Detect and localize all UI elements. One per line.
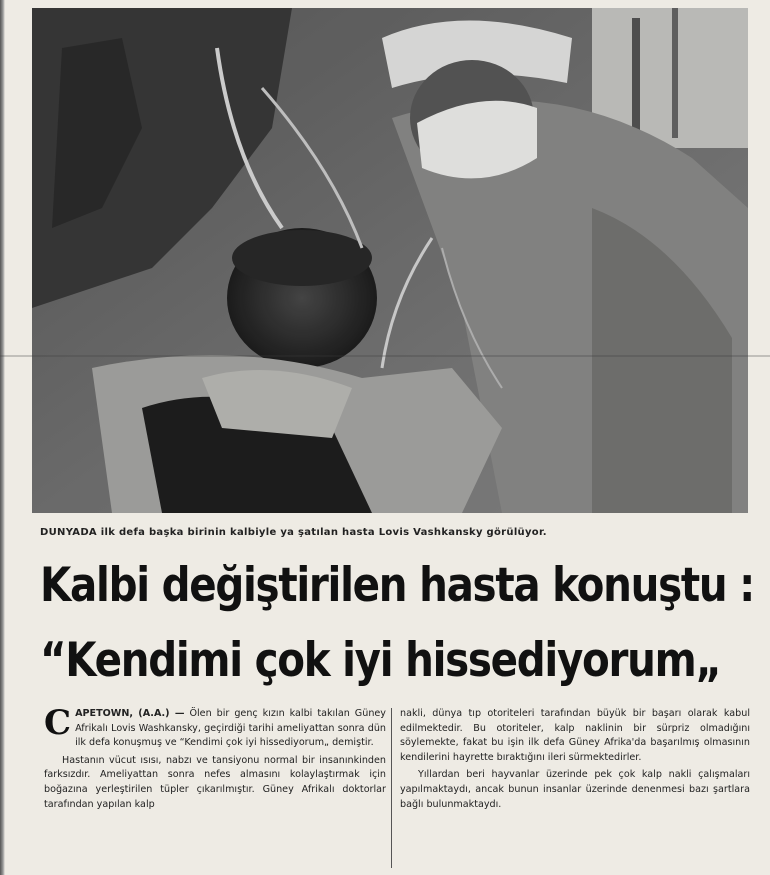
caption-lead: DÜNYADA <box>40 527 97 538</box>
column-divider <box>391 708 392 868</box>
photo-caption <box>40 527 755 545</box>
article-column-left <box>44 707 386 872</box>
article-paragraph <box>44 707 386 751</box>
article-paragraph: nakli, dünya tıp otoriteleri tarafından büyük bir başarı olarak kabul edilmektedir. Bu otoriteler, kalp naklinin bir sürpriz olmadığını söylemekte, fakat bu işin ilk defa Güney Afrika'da başarılmış olmasının kendilerini hayrette bıraktığını ileri sürmektedirler. <box>400 708 750 763</box>
drop-cap: C <box>44 707 72 743</box>
article-dateline: APETOWN, (A.A.) — <box>75 708 185 719</box>
headline-line-2: “Kendimi çok iyi hissediyorum„ <box>40 633 721 688</box>
article-column-right <box>400 707 750 872</box>
page-edge <box>0 0 5 875</box>
news-photo-image <box>32 8 748 513</box>
caption-text: ilk defa başka birinin kalbiyle ya şatılan hasta Lovis Vashkansky görülüyor. <box>100 527 547 538</box>
headline-line-1: Kalbi değiştirilen hasta konuştu : <box>40 558 755 613</box>
article-paragraph: Hastanın vücut ısısı, nabzı ve tansiyonu normal bir insanınkinden farksızdır. Ameliyattan sonra nefes almasını kolaylaştırmak için boğazına yerleştirilen tüpler çıkarılmıştır. Güney Afrikalı doktorlar tarafından yapılan kalp <box>44 754 386 810</box>
paper-fold <box>0 355 770 357</box>
article-paragraph: Yıllardan beri hayvanlar üzerinde pek çok kalp nakli çalışmaları yapılmaktaydı, ancak bunun insanlar üzerinde denenmesi bazı şartlara bağlı bulunmaktaydı. <box>400 769 750 810</box>
news-photo <box>32 8 748 513</box>
article-lead-text: Ölen bir genç kızın kalbi takılan Güney Afrikalı Lovis Washkansky, geçirdiği tarihi ameliyattan sonra dün ilk defa konuşmuş ve “Kendimi çok iyi hissediyorum„ demiştir. <box>75 708 386 749</box>
